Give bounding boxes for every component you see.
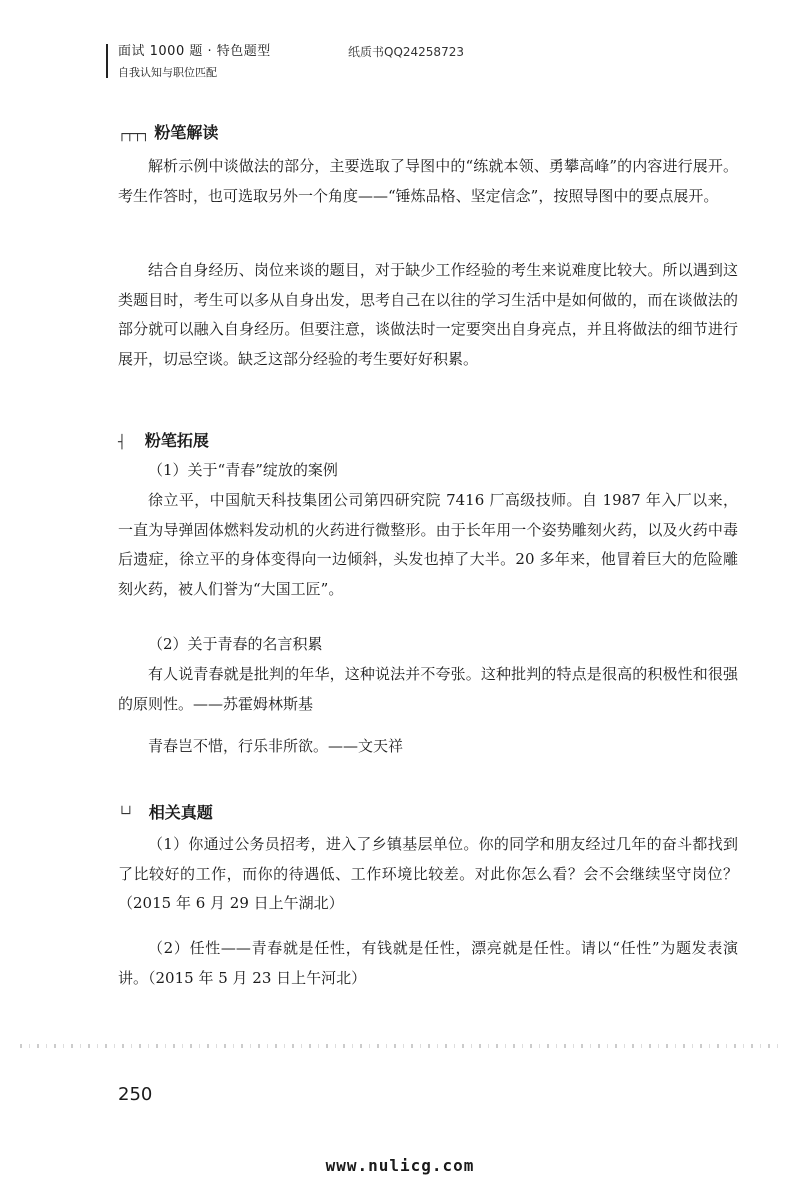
book-title: 面试 1000 题 · 特色题型 (118, 44, 271, 59)
question-1: （1）你通过公务员招考，进入了乡镇基层单位。你的同学和朋友经过几年的奋斗都找到了比较好的工作，而你的待遇低、工作环境比较差。对此你怎么看？会不会继续坚守岗位？（2015 年 6 月 29 日上午湖北） (118, 835, 738, 912)
section-interpretation-title: 粉笔解读 (154, 123, 219, 142)
section-questions-heading (118, 800, 213, 823)
section-interpretation-icon: ┌┬┬┐ (118, 127, 150, 142)
watermark-text: 纸质书QQ24258723 (348, 45, 464, 59)
section-extension-title: 粉笔拓展 (144, 431, 209, 450)
header-rule (106, 44, 108, 78)
section-questions-title: 相关真题 (148, 803, 213, 822)
extension-sub-title-1: （1）关于“青春”绽放的案例 (148, 461, 338, 479)
interpretation-paragraph-2: 结合自身经历、岗位来谈的题目，对于缺少工作经验的考生来说难度比较大。所以遇到这类题目时，考生可以多从自身出发，思考自己在以往的学习生活中是如何做的，而在谈做法的部分就可以融入自身经历。但要注意，谈做法时一定要突出自身亮点，并且将做法的细节进行展开，切忌空谈。缺乏这部分经验的考生要好好积累。 (118, 261, 738, 368)
scan-noise-line (20, 1044, 780, 1048)
extension-quote-1: 有人说青春就是批判的年华，这种说法并不夸张。这种批判的特点是很高的积极性和很强的原则性。——苏霍姆林斯基 (118, 665, 738, 713)
footer-url: www.nulicg.com (325, 1156, 475, 1175)
section-questions-icon: └┘ (118, 807, 134, 822)
page-number: 250 (118, 1084, 153, 1105)
interpretation-paragraph-1: 解析示例中谈做法的部分，主要选取了导图中的“练就本领、勇攀高峰”的内容进行展开。考生作答时，也可选取另外一个角度——“锤炼品格、坚定信念”，按照导图中的要点展开。 (118, 157, 738, 205)
section-extension-heading (118, 428, 209, 451)
chapter-subtitle: 自我认知与职位匹配 (118, 66, 217, 79)
section-interpretation-heading (118, 120, 218, 143)
question-2: （2）任性——青春就是任性，有钱就是任性，漂亮就是任性。请以“任性”为题发表演讲。（2015 年 5 月 23 日上午河北） (118, 939, 738, 987)
extension-quote-2: 青春岂不惜，行乐非所欲。——文天祥 (148, 737, 404, 755)
section-extension-icon: ┤ (118, 435, 126, 450)
extension-case-text: 徐立平，中国航天科技集团公司第四研究院 7416 厂高级技师。自 1987 年入厂以来，一直为导弹固体燃料发动机的火药进行微整形。由于长年用一个姿势雕刻火药，以及火药中毒后遗症，徐立平的身体变得向一边倾斜，头发也掉了大半。20 多年来，他冒着巨大的危险雕刻火药，被人们誉为“大国工匠”。 (118, 491, 738, 598)
extension-sub-title-2: （2）关于青春的名言积累 (148, 635, 323, 653)
